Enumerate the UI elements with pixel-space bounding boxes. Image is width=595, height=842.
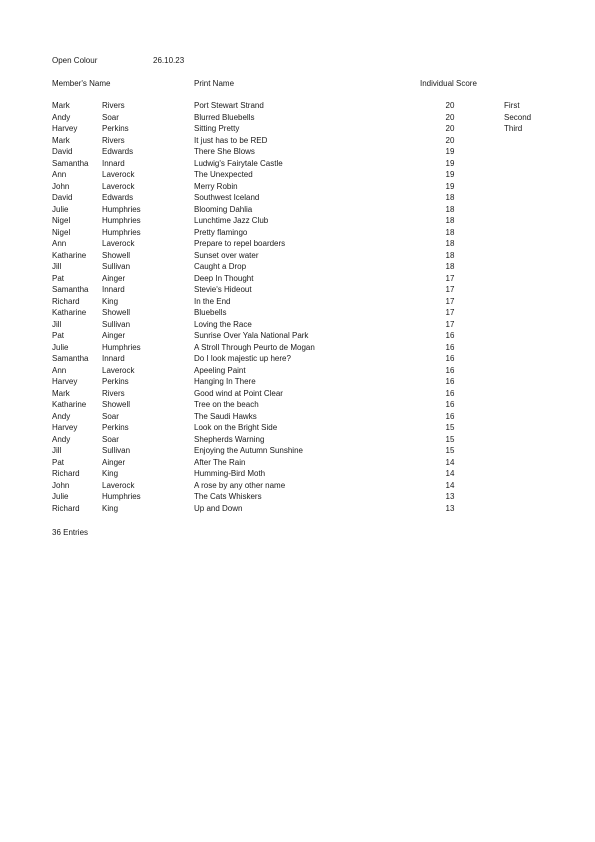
individual-score: 17 <box>445 273 455 283</box>
individual-score: 15 <box>445 434 455 444</box>
individual-score: 18 <box>445 250 455 260</box>
individual-score: 14 <box>445 457 455 467</box>
print-name: Port Stewart Strand <box>194 101 264 110</box>
print-name: Humming-Bird Moth <box>194 469 266 478</box>
member-first-name: Andy <box>52 434 71 444</box>
member-first-name: Harvey <box>52 124 78 133</box>
member-last-name: Ainger <box>102 273 126 283</box>
print-name: Up and Down <box>194 503 243 513</box>
table-row <box>0 366 595 378</box>
member-last-name: Sullivan <box>102 262 131 271</box>
print-name: Stevie's Hideout <box>194 285 252 294</box>
individual-score: 13 <box>445 503 455 513</box>
individual-score: 15 <box>445 423 455 432</box>
individual-score: 16 <box>445 388 455 398</box>
individual-score: 14 <box>445 480 455 490</box>
table-row <box>0 101 595 113</box>
member-first-name: Harvey <box>52 423 78 432</box>
print-name: Sunrise Over Yala National Park <box>194 331 309 340</box>
placing: Second <box>504 112 532 122</box>
table-row <box>0 239 595 251</box>
member-last-name: Rivers <box>102 135 125 145</box>
print-name: Southwest Iceland <box>194 193 260 202</box>
member-last-name: King <box>102 296 119 306</box>
table-row <box>0 481 595 493</box>
table-row <box>0 285 595 297</box>
member-first-name: Katharine <box>52 308 87 317</box>
member-last-name: Ainger <box>102 331 126 340</box>
individual-score: 20 <box>445 135 455 145</box>
table-row <box>0 228 595 240</box>
member-last-name: Perkins <box>102 124 129 133</box>
table-row <box>0 400 595 412</box>
individual-score: 17 <box>445 285 455 294</box>
column-header-print: Print Name <box>194 79 235 88</box>
member-first-name: Mark <box>52 388 70 398</box>
member-first-name: Andy <box>52 411 71 421</box>
individual-score: 19 <box>445 170 455 179</box>
member-last-name: King <box>102 503 119 513</box>
member-last-name: Soar <box>102 411 119 421</box>
table-row <box>0 159 595 171</box>
print-name: Bluebells <box>194 308 227 317</box>
individual-score: 19 <box>445 147 455 156</box>
member-first-name: Katharine <box>52 400 87 409</box>
table-row <box>0 251 595 263</box>
member-last-name: Rivers <box>102 388 125 398</box>
print-name: Do I look majestic up here? <box>194 354 291 363</box>
print-name: A rose by any other name <box>194 480 286 490</box>
member-last-name: Laverock <box>102 170 135 179</box>
print-name: The Unexpected <box>194 170 253 179</box>
table-row <box>0 320 595 332</box>
member-last-name: Soar <box>102 112 119 122</box>
print-name: Enjoying the Autumn Sunshine <box>194 446 303 455</box>
print-name: It just has to be RED <box>194 135 268 145</box>
table-row <box>0 193 595 205</box>
member-last-name: Innard <box>102 158 125 168</box>
print-name: Blurred Bluebells <box>194 112 255 122</box>
member-first-name: Mark <box>52 135 70 145</box>
member-last-name: Humphries <box>102 216 141 225</box>
member-last-name: Showell <box>102 400 131 409</box>
member-first-name: Ann <box>52 239 67 248</box>
table-row <box>0 423 595 435</box>
member-first-name: Pat <box>52 457 65 467</box>
member-last-name: King <box>102 469 119 478</box>
print-name: Blooming Dahlia <box>194 204 253 214</box>
print-name: After The Rain <box>194 457 246 467</box>
print-name: Deep In Thought <box>194 273 254 283</box>
individual-score: 20 <box>445 112 455 122</box>
member-first-name: Nigel <box>52 216 71 225</box>
member-last-name: Soar <box>102 434 119 444</box>
print-name: Good wind at Point Clear <box>194 388 283 398</box>
individual-score: 17 <box>445 319 455 329</box>
print-name: There She Blows <box>194 147 255 156</box>
table-row <box>0 262 595 274</box>
member-first-name: Samantha <box>52 158 89 168</box>
member-last-name: Showell <box>102 250 131 260</box>
print-name: In the End <box>194 296 231 306</box>
column-header-score: Individual Score <box>420 79 477 88</box>
member-last-name: Showell <box>102 308 131 317</box>
print-name: Merry Robin <box>194 181 238 191</box>
individual-score: 17 <box>445 308 455 317</box>
table-row <box>0 446 595 458</box>
member-last-name: Laverock <box>102 239 135 248</box>
member-first-name: Richard <box>52 296 80 306</box>
print-name: Look on the Bright Side <box>194 423 278 432</box>
member-first-name: Jill <box>52 319 62 329</box>
member-first-name: Katharine <box>52 250 87 260</box>
individual-score: 16 <box>445 377 455 386</box>
column-header-member: Member's Name <box>52 79 111 88</box>
individual-score: 16 <box>445 354 455 363</box>
member-first-name: Julie <box>52 204 69 214</box>
member-first-name: Samantha <box>52 285 89 294</box>
individual-score: 18 <box>445 204 455 214</box>
table-row <box>0 274 595 286</box>
member-first-name: John <box>52 480 70 490</box>
member-last-name: Perkins <box>102 377 129 386</box>
individual-score: 19 <box>445 181 455 191</box>
member-last-name: Sullivan <box>102 319 131 329</box>
member-last-name: Edwards <box>102 147 134 156</box>
table-row <box>0 343 595 355</box>
member-last-name: Rivers <box>102 101 125 110</box>
table-row <box>0 435 595 447</box>
member-first-name: Ann <box>52 365 67 375</box>
member-first-name: Nigel <box>52 227 71 237</box>
individual-score: 16 <box>445 331 455 340</box>
member-last-name: Laverock <box>102 365 135 375</box>
individual-score: 17 <box>445 296 455 306</box>
member-first-name: John <box>52 181 70 191</box>
print-name: The Cats Whiskers <box>194 492 262 501</box>
individual-score: 14 <box>445 469 455 478</box>
member-last-name: Sullivan <box>102 446 131 455</box>
print-name: Caught a Drop <box>194 262 247 271</box>
member-first-name: Ann <box>52 170 67 179</box>
print-name: Hanging In There <box>194 377 256 386</box>
table-row <box>0 504 595 516</box>
category-title: Open Colour <box>52 56 98 65</box>
member-first-name: David <box>52 193 73 202</box>
print-name: Lunchtime Jazz Club <box>194 216 269 225</box>
table-row <box>0 297 595 309</box>
print-name: Apeeling Paint <box>194 365 246 375</box>
member-first-name: Samantha <box>52 354 89 363</box>
member-last-name: Humphries <box>102 342 141 352</box>
member-last-name: Humphries <box>102 227 141 237</box>
individual-score: 16 <box>445 342 455 352</box>
table-row <box>0 182 595 194</box>
table-row <box>0 389 595 401</box>
table-row <box>0 308 595 320</box>
member-last-name: Laverock <box>102 181 135 191</box>
print-name: The Saudi Hawks <box>194 411 257 421</box>
table-row <box>0 136 595 148</box>
member-first-name: Richard <box>52 503 80 513</box>
table-row <box>0 458 595 470</box>
member-last-name: Humphries <box>102 492 141 501</box>
member-first-name: Jill <box>52 446 62 455</box>
print-name: A Stroll Through Peurto de Mogan <box>194 342 315 352</box>
entries-count: 36 Entries <box>52 528 89 537</box>
table-row <box>0 412 595 424</box>
table-row <box>0 216 595 228</box>
individual-score: 18 <box>445 193 455 202</box>
individual-score: 18 <box>445 239 455 248</box>
individual-score: 16 <box>445 411 455 421</box>
member-first-name: Julie <box>52 342 69 352</box>
member-last-name: Ainger <box>102 457 126 467</box>
individual-score: 18 <box>445 216 455 225</box>
table-row <box>0 113 595 125</box>
individual-score: 16 <box>445 365 455 375</box>
member-first-name: Pat <box>52 331 65 340</box>
print-name: Loving the Race <box>194 319 252 329</box>
member-last-name: Edwards <box>102 193 134 202</box>
individual-score: 20 <box>445 101 455 110</box>
member-last-name: Perkins <box>102 423 129 432</box>
table-row <box>0 354 595 366</box>
table-row <box>0 331 595 343</box>
member-first-name: Pat <box>52 273 65 283</box>
individual-score: 20 <box>445 124 455 133</box>
member-last-name: Humphries <box>102 204 141 214</box>
table-row <box>0 124 595 136</box>
member-first-name: Harvey <box>52 377 78 386</box>
individual-score: 19 <box>445 158 455 168</box>
member-last-name: Innard <box>102 285 125 294</box>
table-row <box>0 469 595 481</box>
member-first-name: Mark <box>52 101 70 110</box>
table-row <box>0 170 595 182</box>
print-name: Sunset over water <box>194 250 259 260</box>
member-first-name: Andy <box>52 112 71 122</box>
member-first-name: Richard <box>52 469 80 478</box>
table-row <box>0 377 595 389</box>
individual-score: 18 <box>445 227 455 237</box>
table-row <box>0 492 595 504</box>
placing: Third <box>504 124 523 133</box>
individual-score: 18 <box>445 262 455 271</box>
individual-score: 13 <box>445 492 455 501</box>
print-name: Ludwig's Fairytale Castle <box>194 158 283 168</box>
print-name: Shepherds Warning <box>194 434 265 444</box>
print-name: Sitting Pretty <box>194 124 240 133</box>
table-row <box>0 147 595 159</box>
table-row <box>0 205 595 217</box>
member-last-name: Laverock <box>102 480 135 490</box>
individual-score: 16 <box>445 400 455 409</box>
competition-date: 26.10.23 <box>153 56 185 65</box>
print-name: Pretty flamingo <box>194 227 248 237</box>
individual-score: 15 <box>445 446 455 455</box>
print-name: Prepare to repel boarders <box>194 239 286 248</box>
member-last-name: Innard <box>102 354 125 363</box>
print-name: Tree on the beach <box>194 400 259 409</box>
member-first-name: Jill <box>52 262 62 271</box>
placing: First <box>504 101 520 110</box>
member-first-name: Julie <box>52 492 69 501</box>
member-first-name: David <box>52 147 73 156</box>
